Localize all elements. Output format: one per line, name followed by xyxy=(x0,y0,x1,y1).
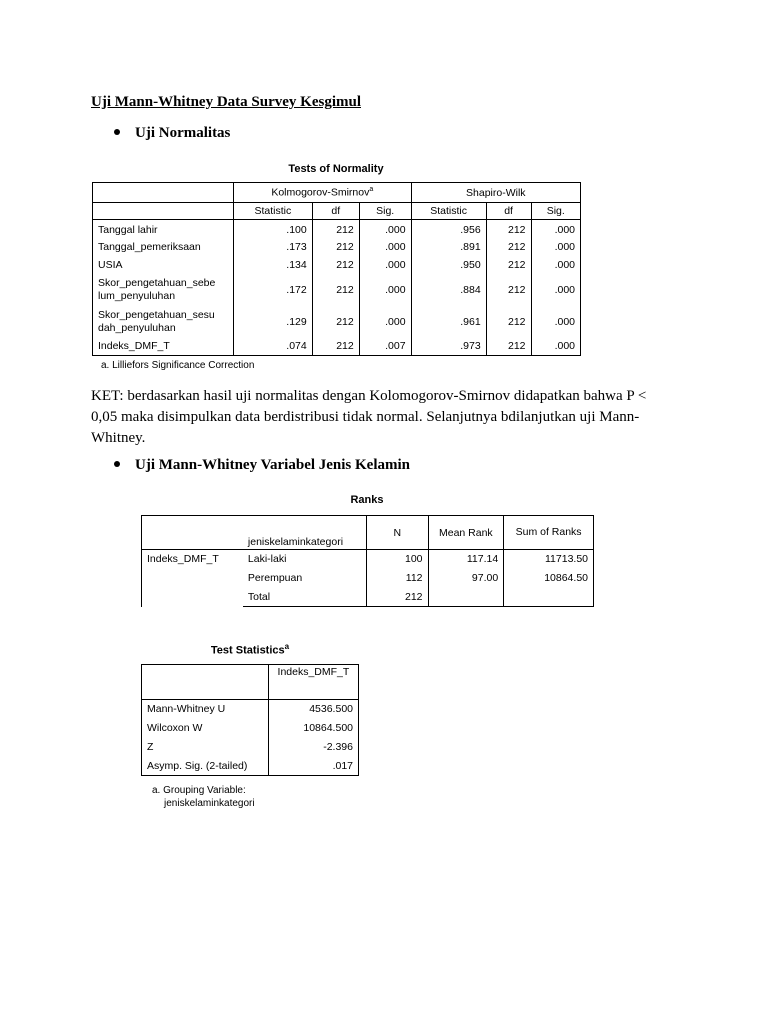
normality-table xyxy=(92,182,581,356)
test-stats-footnote: a. Grouping Variable: jeniskelaminkategori xyxy=(152,785,255,809)
stat-label: Mann-Whitney U xyxy=(142,700,269,719)
cell: .172 xyxy=(234,274,313,306)
cell: 100 xyxy=(366,550,428,569)
bullet-mann-whitney-label: Uji Mann-Whitney Variabel Jenis Kelamin xyxy=(135,457,411,473)
cell: .956 xyxy=(411,220,486,238)
ranks-group: Total xyxy=(243,588,367,607)
cell: .129 xyxy=(234,306,313,338)
test-stats-corner xyxy=(142,665,269,700)
col-header: Sig. xyxy=(531,203,580,220)
row-label: Skor_pengetahuan_sebe lum_penyuluhan xyxy=(93,274,234,306)
normality-corner xyxy=(93,183,234,203)
cell: .000 xyxy=(359,238,411,256)
cell: .000 xyxy=(531,306,580,338)
ranks-group-header: jeniskelaminkategori xyxy=(243,516,367,550)
cell: .961 xyxy=(411,306,486,338)
cell: 212 xyxy=(312,306,359,338)
cell: 112 xyxy=(366,569,428,588)
test-stats-caption: Test Statistics$^a$ xyxy=(210,642,290,657)
ranks-variable: Indeks_DMF_T xyxy=(142,550,243,607)
table-row xyxy=(142,550,594,569)
row-label: Skor_pengetahuan_sesu dah_penyuluhan xyxy=(93,306,234,338)
ranks-group: Laki-laki xyxy=(247,553,287,566)
cell: .100 xyxy=(234,220,313,238)
ks-group-header: Kolmogorov-Smirnov$^a$ xyxy=(234,183,412,203)
stat-label: Z xyxy=(142,738,269,757)
col-header: df xyxy=(312,203,359,220)
cell: .000 xyxy=(359,306,411,338)
ranks-group: Perempuan xyxy=(247,572,303,584)
stat-value: 4536.500 xyxy=(268,700,358,719)
cell: 97.00 xyxy=(428,569,504,588)
normality-footnote: a. Lilliefors Significance Correction xyxy=(101,360,255,371)
document-title: Uji Mann-Whitney Data Survey Kesgimul xyxy=(91,94,361,110)
stat-label: Asymp. Sig. (2-tailed) xyxy=(142,757,269,776)
cell xyxy=(504,588,594,607)
table-row xyxy=(142,719,359,738)
cell: 212 xyxy=(312,238,359,256)
cell xyxy=(428,588,504,607)
row-label: USIA xyxy=(93,256,234,274)
ranks-corner xyxy=(142,516,243,550)
ranks-mean-header: Mean Rank xyxy=(428,516,504,550)
cell: .950 xyxy=(411,256,486,274)
bullet-normality-label: Uji Normalitas xyxy=(135,125,231,141)
cell: 212 xyxy=(486,256,531,274)
cell: .000 xyxy=(531,238,580,256)
normality-label-header xyxy=(93,203,234,220)
stat-value: -2.396 xyxy=(268,738,358,757)
row-label: Tanggal_pemeriksaan xyxy=(93,238,234,256)
row-label: Indeks_DMF_T xyxy=(93,338,234,356)
cell: .884 xyxy=(411,274,486,306)
cell: .134 xyxy=(234,256,313,274)
col-header: Statistic xyxy=(411,203,486,220)
cell: 212 xyxy=(312,256,359,274)
cell: 11713.50 xyxy=(504,550,594,569)
cell: .007 xyxy=(359,338,411,356)
cell: 117.14 xyxy=(428,550,504,569)
cell: .000 xyxy=(531,274,580,306)
table-row xyxy=(93,306,581,338)
cell: 212 xyxy=(312,220,359,238)
stat-label: Wilcoxon W xyxy=(142,719,269,738)
sw-group-header: Shapiro-Wilk xyxy=(411,183,580,203)
col-header: df xyxy=(486,203,531,220)
stat-value: 10864.500 xyxy=(268,719,358,738)
row-label: Tanggal lahir xyxy=(93,220,234,238)
ranks-caption: Ranks xyxy=(350,494,384,506)
table-row xyxy=(142,700,359,719)
table-row xyxy=(142,757,359,776)
table-row xyxy=(93,220,581,238)
cell: 10864.50 xyxy=(504,569,594,588)
table-row xyxy=(93,274,581,306)
ket-paragraph: KET: berdasarkan hasil uji normalitas dengan Kolomogorov-Smirnov didapatkan bahwa P < 0,05 maka disimpulkan data berdistribusi tidak normal. Selanjutnya bdilanjutkan uji Mann-Whitney. xyxy=(91,388,647,446)
cell: .000 xyxy=(359,220,411,238)
cell: 212 xyxy=(486,274,531,306)
ranks-table xyxy=(141,515,594,607)
bullet-mann-whitney xyxy=(114,457,410,474)
cell: .000 xyxy=(531,220,580,238)
cell: 212 xyxy=(366,588,428,607)
bullet-dot-icon xyxy=(114,129,120,135)
ranks-n-header: N xyxy=(366,516,428,550)
bullet-normality xyxy=(114,125,230,142)
cell: .000 xyxy=(531,256,580,274)
ranks-bottom-fix xyxy=(141,606,142,607)
cell: .891 xyxy=(411,238,486,256)
table-row xyxy=(93,338,581,356)
cell: 212 xyxy=(486,220,531,238)
cell: .074 xyxy=(234,338,313,356)
bullet-dot-icon xyxy=(114,461,120,467)
cell: .000 xyxy=(359,274,411,306)
cell: .000 xyxy=(531,338,580,356)
cell: .973 xyxy=(411,338,486,356)
cell: 212 xyxy=(486,306,531,338)
col-header: Statistic xyxy=(234,203,313,220)
col-header: Sig. xyxy=(359,203,411,220)
table-row xyxy=(93,256,581,274)
normality-caption: Tests of Normality xyxy=(288,163,384,175)
table-row xyxy=(142,738,359,757)
test-stats-col-header: Indeks_DMF_T xyxy=(268,665,358,700)
table-row xyxy=(93,238,581,256)
ranks-sum-header: Sum of Ranks xyxy=(504,516,594,550)
cell: 212 xyxy=(312,274,359,306)
cell: 212 xyxy=(486,238,531,256)
test-stats-table xyxy=(141,664,359,776)
cell: 212 xyxy=(312,338,359,356)
stat-value: .017 xyxy=(268,757,358,776)
cell: 212 xyxy=(486,338,531,356)
cell: .173 xyxy=(234,238,313,256)
cell: .000 xyxy=(359,256,411,274)
